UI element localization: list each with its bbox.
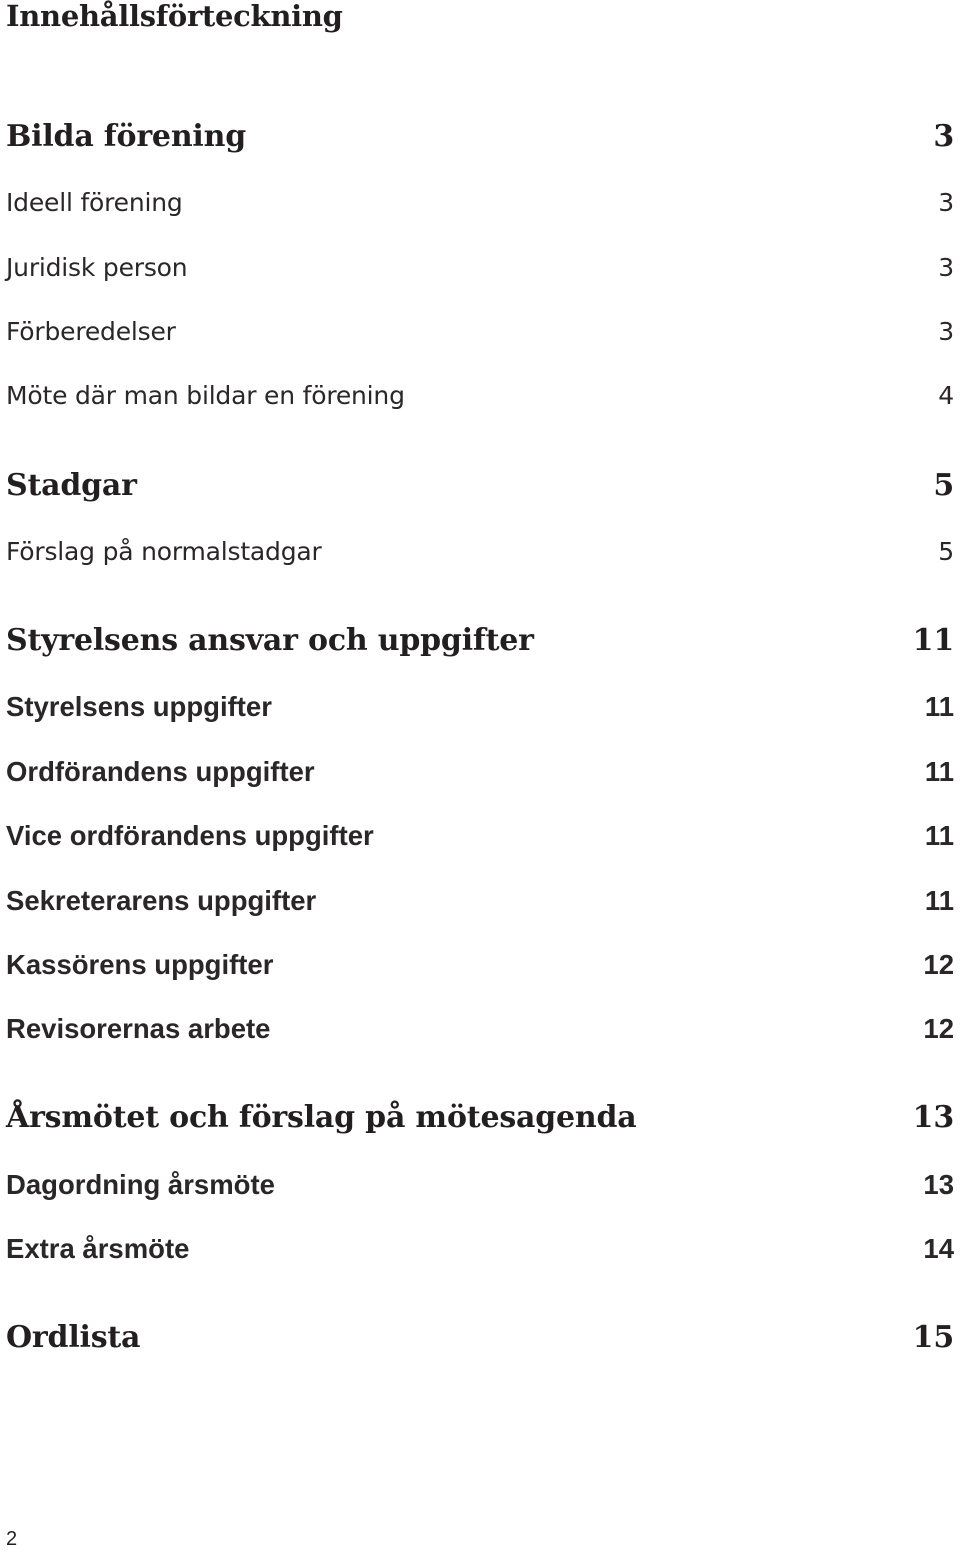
toc-item-extra-arsmote[interactable] [6,1231,954,1267]
toc-item-page: 11 [924,885,954,916]
toc-item-page: 3 [938,188,954,217]
toc-item-mote-dar-man-bildar[interactable] [6,378,954,414]
toc-section-title: Stadgar [6,468,137,503]
toc-section-title: Styrelsens ansvar och uppgifter [6,623,534,658]
toc-item-page: 13 [923,1169,954,1200]
toc-item-label: Ideell förening [6,188,183,217]
toc-item-label: Ordförandens uppgifter [6,756,315,787]
toc-item-dagordning-arsmote[interactable] [6,1167,954,1203]
toc-item-label: Extra årsmöte [6,1233,190,1264]
toc-item-page: 5 [938,537,954,566]
toc-section-title: Årsmötet och förslag på mötesagenda [6,1100,637,1135]
toc-section-arsmotet[interactable] [6,1098,954,1138]
toc-item-styrelsens-uppgifter[interactable] [6,689,954,725]
toc-item-page: 11 [924,691,954,722]
toc-item-vice-ordforandens-uppgifter[interactable] [6,818,954,854]
toc-item-label: Revisorernas arbete [6,1013,271,1044]
toc-item-page: 11 [924,756,954,787]
toc-item-kassorens-uppgifter[interactable] [6,947,954,983]
toc-item-label: Möte där man bildar en förening [6,381,405,410]
toc-item-ordforandens-uppgifter[interactable] [6,754,954,790]
toc-section-bilda-forening[interactable] [6,117,954,157]
toc-item-page: 12 [923,949,954,980]
toc-section-page: 15 [912,1320,954,1355]
toc-item-page: 11 [924,820,954,851]
toc-item-forberedelser[interactable] [6,314,954,350]
toc-item-label: Vice ordförandens uppgifter [6,820,374,851]
toc-section-page: 13 [912,1100,954,1135]
toc-item-label: Förberedelser [6,317,176,346]
toc-item-label: Kassörens uppgifter [6,949,274,980]
toc-item-label: Juridisk person [6,253,188,282]
page-number: 2 [6,1528,18,1550]
toc-item-label: Styrelsens uppgifter [6,691,272,722]
toc-item-forslag-normalstadgar[interactable] [6,534,954,570]
toc-item-ideell-forening[interactable] [6,185,954,221]
toc-section-page: 5 [933,468,954,503]
toc-section-title: Ordlista [6,1320,141,1355]
toc-item-label: Dagordning årsmöte [6,1169,275,1200]
toc-section-page: 3 [933,119,954,154]
toc-item-label: Förslag på normalstadgar [6,537,322,566]
toc-item-revisorernas-arbete[interactable] [6,1011,954,1047]
toc-section-ordlista[interactable] [6,1318,954,1358]
toc-item-page: 4 [938,381,954,410]
toc-section-page: 11 [912,623,954,658]
toc-item-page: 14 [923,1233,954,1264]
toc-item-page: 3 [938,253,954,282]
page-title: Innehållsförteckning [6,0,343,33]
toc-section-title: Bilda förening [6,119,247,154]
toc-item-page: 12 [923,1013,954,1044]
toc-item-juridisk-person[interactable] [6,250,954,286]
toc-item-sekreterarens-uppgifter[interactable] [6,883,954,919]
toc-item-label: Sekreterarens uppgifter [6,885,317,916]
toc-section-styrelsens-ansvar[interactable] [6,621,954,661]
toc-item-page: 3 [938,317,954,346]
toc-section-stadgar[interactable] [6,466,954,506]
